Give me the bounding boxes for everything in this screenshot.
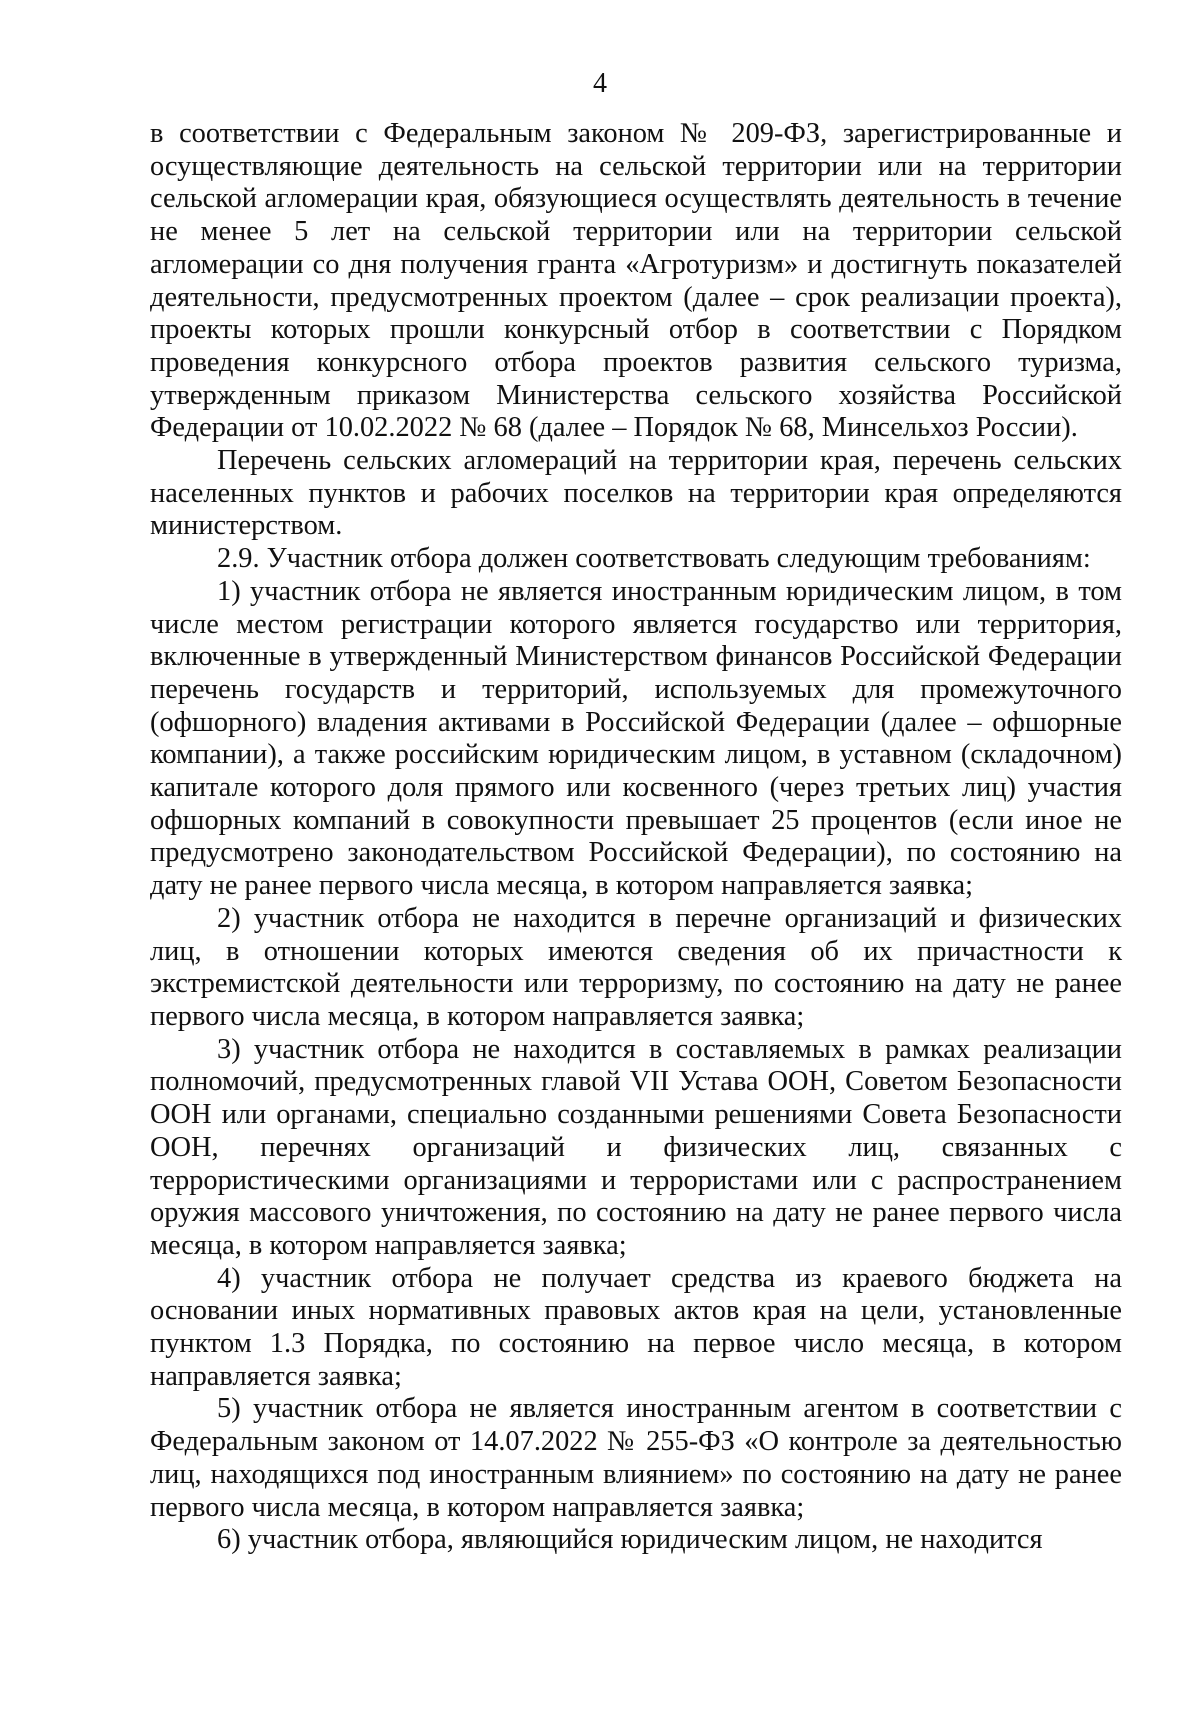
paragraph-requirements-heading: 2.9. Участник отбора должен соответствовать следующим требованиям: xyxy=(217,543,1091,575)
document-body xyxy=(150,118,1122,1557)
paragraph-requirement-5: 5) участник отбора не является иностранным агентом в соответствии с Федеральным законом от 14.07.2022 № 255-ФЗ «О контроле за деятельностью лиц, находящихся под иностранным влиянием» по состоянию на дату не ранее первого числа месяца, в котором направляется заявка; xyxy=(150,1393,1122,1523)
paragraph-requirement-2: 2) участник отбора не находится в перечне организаций и физических лиц, в отношении которых имеются сведения об их причастности к экстремистской деятельности или терроризму, по состоянию на дату не ранее первого числа месяца, в котором направляется заявка; xyxy=(150,902,1122,1032)
paragraph-requirement-1: 1) участник отбора не является иностранным юридическим лицом, в том числе местом регистрации которого является государство или территория, включенные в утвержденный Министерством финансов Российской Федерации перечень государств и территорий, используемых для промежуточного (офшорного) владения активами в Российской Федерации (далее – офшорные компании), а также российским юридическим лицом, в уставном (складочном) капитале которого доля прямого или косвенного (через третьих лиц) участия офшорных компаний в совокупности превышает 25 процентов (если иное не предусмотрено законодательством Российской Федерации), по состоянию на дату не ранее первого числа месяца, в котором направляется заявка; xyxy=(150,575,1122,902)
paragraph-requirement-3: 3) участник отбора не находится в составляемых в рамках реализации полномочий, предусмотренных главой VII Устава ООН, Советом Безопасности ООН или органами, специально созданными решениями Совета Безопасности ООН, перечнях организаций и физических лиц, связанных с террористическими организациями и террористами или с распространением оружия массового уничтожения, по состоянию на дату не ранее первого числа месяца, в котором направляется заявка; xyxy=(150,1033,1122,1261)
paragraph-requirement-4: 4) участник отбора не получает средства из краевого бюджета на основании иных нормативных правовых актов края на цели, установленные пунктом 1.3 Порядка, по состоянию на первое число месяца, в котором направляется заявка; xyxy=(150,1262,1122,1392)
paragraph-agglomeration-list: Перечень сельских агломераций на территории края, перечень сельских населенных пунктов и рабочих поселков на территории края определяются министерством. xyxy=(150,445,1122,542)
page-number: 4 xyxy=(593,68,607,99)
paragraph-intro-continuation: в соответствии с Федеральным законом № 209-ФЗ, зарегистрированные и осуществляющие деятельность на сельской территории или на территории сельской агломерации края, обязующиеся осуществлять деятельность в течение не менее 5 лет на сельской территории или на территории сельской агломерации со дня получения гранта «Агротуризм» и достигнуть показателей деятельности, предусмотренных проектом (далее – срок реализации проекта), проекты которых прошли конкурсный отбор в соответствии с Порядком проведения конкурсного отбора проектов развития сельского туризма, утвержденным приказом Министерства сельского хозяйства Российской Федерации от 10.02.2022 № 68 (далее – Порядок № 68, Минсельхоз России). xyxy=(150,118,1122,444)
paragraph-requirement-6: 6) участник отбора, являющийся юридическим лицом, не находится xyxy=(217,1524,1043,1556)
